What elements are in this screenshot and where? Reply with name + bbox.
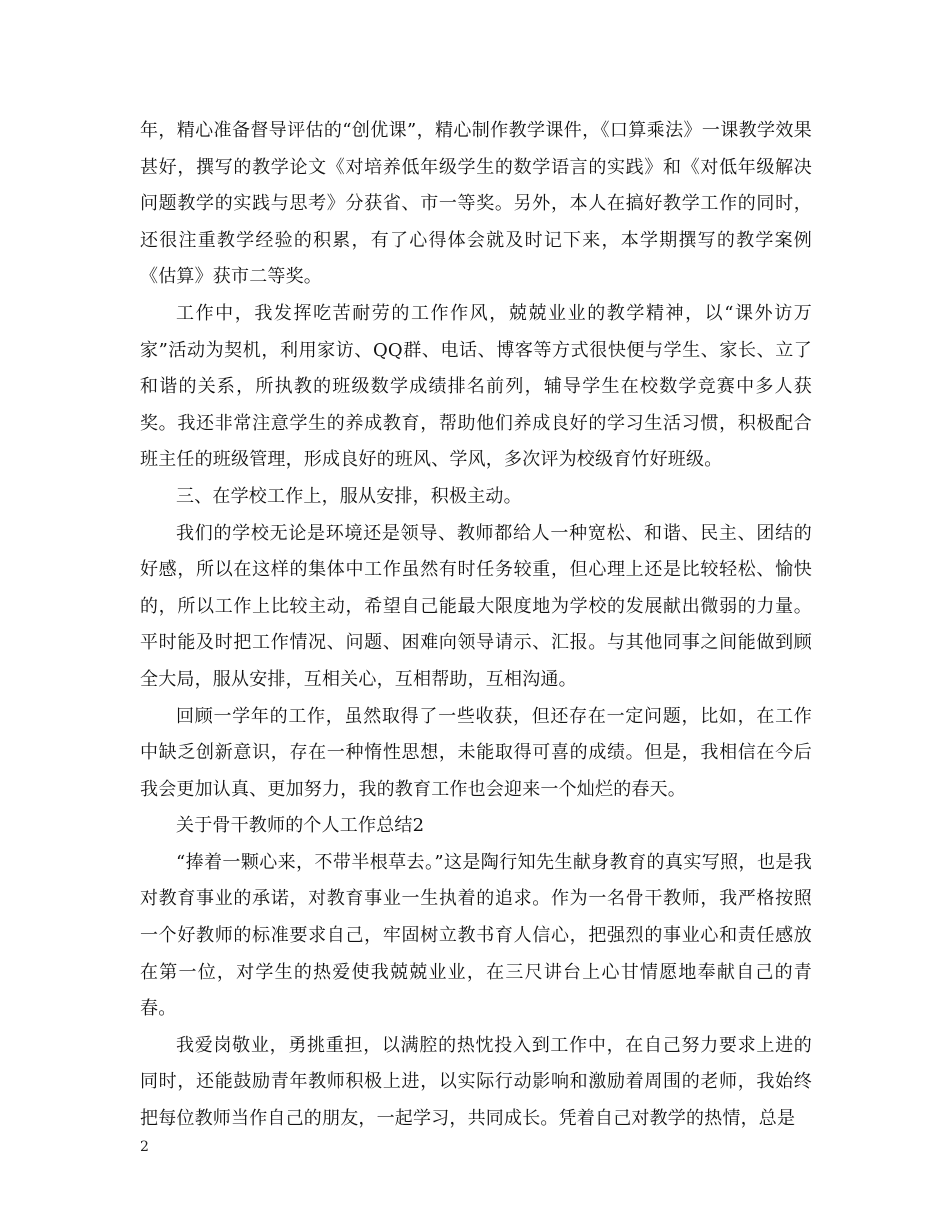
page-number: 2 <box>140 1139 149 1155</box>
paragraph-2: 工作中，我发挥吃苦耐劳的工作作风，兢兢业业的教学精神，以“课外访万家”活动为契机，利用家访、QQ群、电话、博客等方式很快便与学生、家长、立了和谐的关系，所执教的班级数学成绩排名前列，辅导学生在校数学竞赛中多人获奖。我还非常注意学生的养成教育，帮助他们养成良好的学习生活习惯，积极配合班主任的班级管理，形成良好的班风、学风，多次评为校级育竹好班级。 <box>140 302 812 471</box>
document-body <box>140 113 812 1138</box>
document-subtitle: 关于骨干教师的个人工作总结2 <box>176 815 425 837</box>
paragraph-6: 我爱岗敬业，勇挑重担，以满腔的热忱投入到工作中，在自己努力要求上进的同时，还能鼓励青年教师积极上进，以实际行动影响和激励着周围的老师，我始终把每位教师当作自己的朋友，一起学习，共同成长。凭着自己对教学的热情，总是 <box>140 1034 812 1130</box>
section-heading: 三、在学校工作上，服从安排，积极主动。 <box>176 485 522 507</box>
paragraph-3: 我们的学校无论是环境还是领导、教师都给人一种宽松、和谐、民主、团结的好感，所以在这样的集体中工作虽然有时任务较重，但心理上还是比较轻松、愉快的，所以工作上比较主动，希望自己能最大限度地为学校的发展献出微弱的力量。平时能及时把工作情况、问题、困难向领导请示、汇报。与其他同事之间能做到顾全大局，服从安排，互相关心，互相帮助，互相沟通。 <box>140 522 812 690</box>
paragraph-4: 回顾一学年的工作，虽然取得了一些收获，但还存在一定问题，比如，在工作中缺乏创新意识，存在一种惰性思想，未能取得可喜的成绩。但是，我相信在今后我会更加认真、更加努力，我的教育工作也会迎来一个灿烂的春天。 <box>140 705 812 800</box>
paragraph-1: 年，精心准备督导评估的“创优课”，精心制作教学课件，《口算乘法》一课教学效果甚好，撰写的教学论文《对培养低年级学生的数学语言的实践》和《对低年级解决问题教学的实践与思考》分获省、市一等奖。另外，本人在搞好教学工作的同时，还很注重教学经验的积累，有了心得体会就及时记下来，本学期撰写的教学案例《估算》获市二等奖。 <box>140 120 812 288</box>
paragraph-5: “捧着一颗心来，不带半根草去。”这是陶行知先生献身教育的真实写照，也是我对教育事业的承诺，对教育事业一生执着的追求。作为一名骨干教师，我严格按照一个好教师的标准要求自己，牢固树立教书育人信心，把强烈的事业心和责任感放在第一位，对学生的热爱使我兢兢业业，在三尺讲台上心甘情愿地奉献自己的青春。 <box>140 851 812 1020</box>
